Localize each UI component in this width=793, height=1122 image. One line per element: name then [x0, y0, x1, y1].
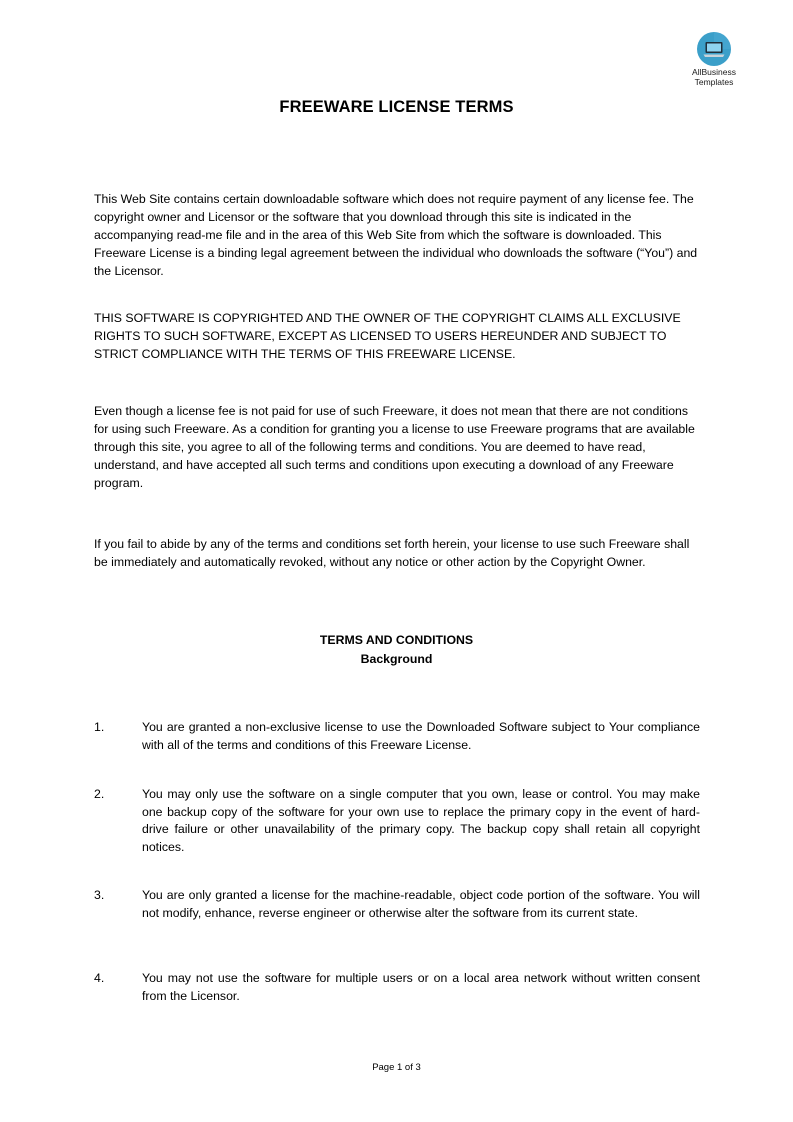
- conditions-paragraph: Even though a license fee is not paid for use of such Freeware, it does not mean that there are not conditions for using such Freeware. As a condition for granting you a license to use Freeware programs that are available through this site, you agree to all of the following terms and conditions. You are deemed to have read, understand, and have accepted all such terms and conditions upon executing a download of any Freeware program.: [94, 404, 695, 490]
- copyright-paragraph: THIS SOFTWARE IS COPYRIGHTED AND THE OWNER OF THE COPYRIGHT CLAIMS ALL EXCLUSIVE RIGHTS TO SUCH SOFTWARE, EXCEPT AS LICENSED TO USERS HEREUNDER AND SUBJECT TO STRICT COMPLIANCE WITH THE TERMS OF THIS FREEWARE LICENSE.: [94, 311, 681, 361]
- brand-logo: [683, 32, 745, 87]
- list-item-text: You are granted a non-exclusive license to use the Downloaded Software subject to Your compliance with all of the terms and conditions of this Freeware License.: [142, 720, 700, 752]
- list-item: [94, 719, 700, 754]
- logo-line-2: Templates: [694, 77, 734, 87]
- list-item-number: 1.: [94, 720, 105, 734]
- logo-text: [683, 67, 745, 87]
- laptop-icon: [697, 32, 731, 66]
- revocation-paragraph: If you fail to abide by any of the terms and conditions set forth herein, your license to use such Freeware shall be immediately and automatically revoked, without any notice or other action by the Copyright Owner.: [94, 537, 690, 569]
- list-item-number: 2.: [94, 787, 105, 801]
- list-item-number: 4.: [94, 971, 105, 985]
- list-item-text: You may only use the software on a single computer that you own, lease or control. You may make one backup copy of the software for your own use to replace the primary copy in the event of hard-drive failure or other unavailability of the primary copy. The backup copy shall retain all copyright notices.: [142, 787, 700, 855]
- logo-line-1: AllBusiness: [692, 67, 736, 77]
- page-number: Page 1 of 3: [372, 1062, 421, 1073]
- list-item: [94, 887, 700, 922]
- intro-paragraph: This Web Site contains certain downloadable software which does not require payment of any license fee. The copyright owner and Licensor or the software that you download through this site is indicated in the accompanying read-me file and in the area of this Web Site from which the software is downloaded. This Freeware License is a binding legal agreement between the individual who downloads the software (“You”) and the Licensor.: [94, 192, 698, 278]
- section-title: TERMS AND CONDITIONS: [319, 633, 474, 647]
- document-title: FREEWARE LICENSE TERMS: [279, 98, 514, 116]
- list-item-number: 3.: [94, 888, 105, 902]
- list-item-text: You may not use the software for multiple users or on a local area network without written consent from the Licensor.: [142, 971, 700, 1003]
- list-item: [94, 786, 700, 857]
- section-subtitle: Background: [360, 652, 433, 666]
- list-item-text: You are only granted a license for the machine-readable, object code portion of the software. You will not modify, enhance, reverse engineer or otherwise alter the software from its current state.: [142, 888, 700, 920]
- list-item: [94, 970, 700, 1005]
